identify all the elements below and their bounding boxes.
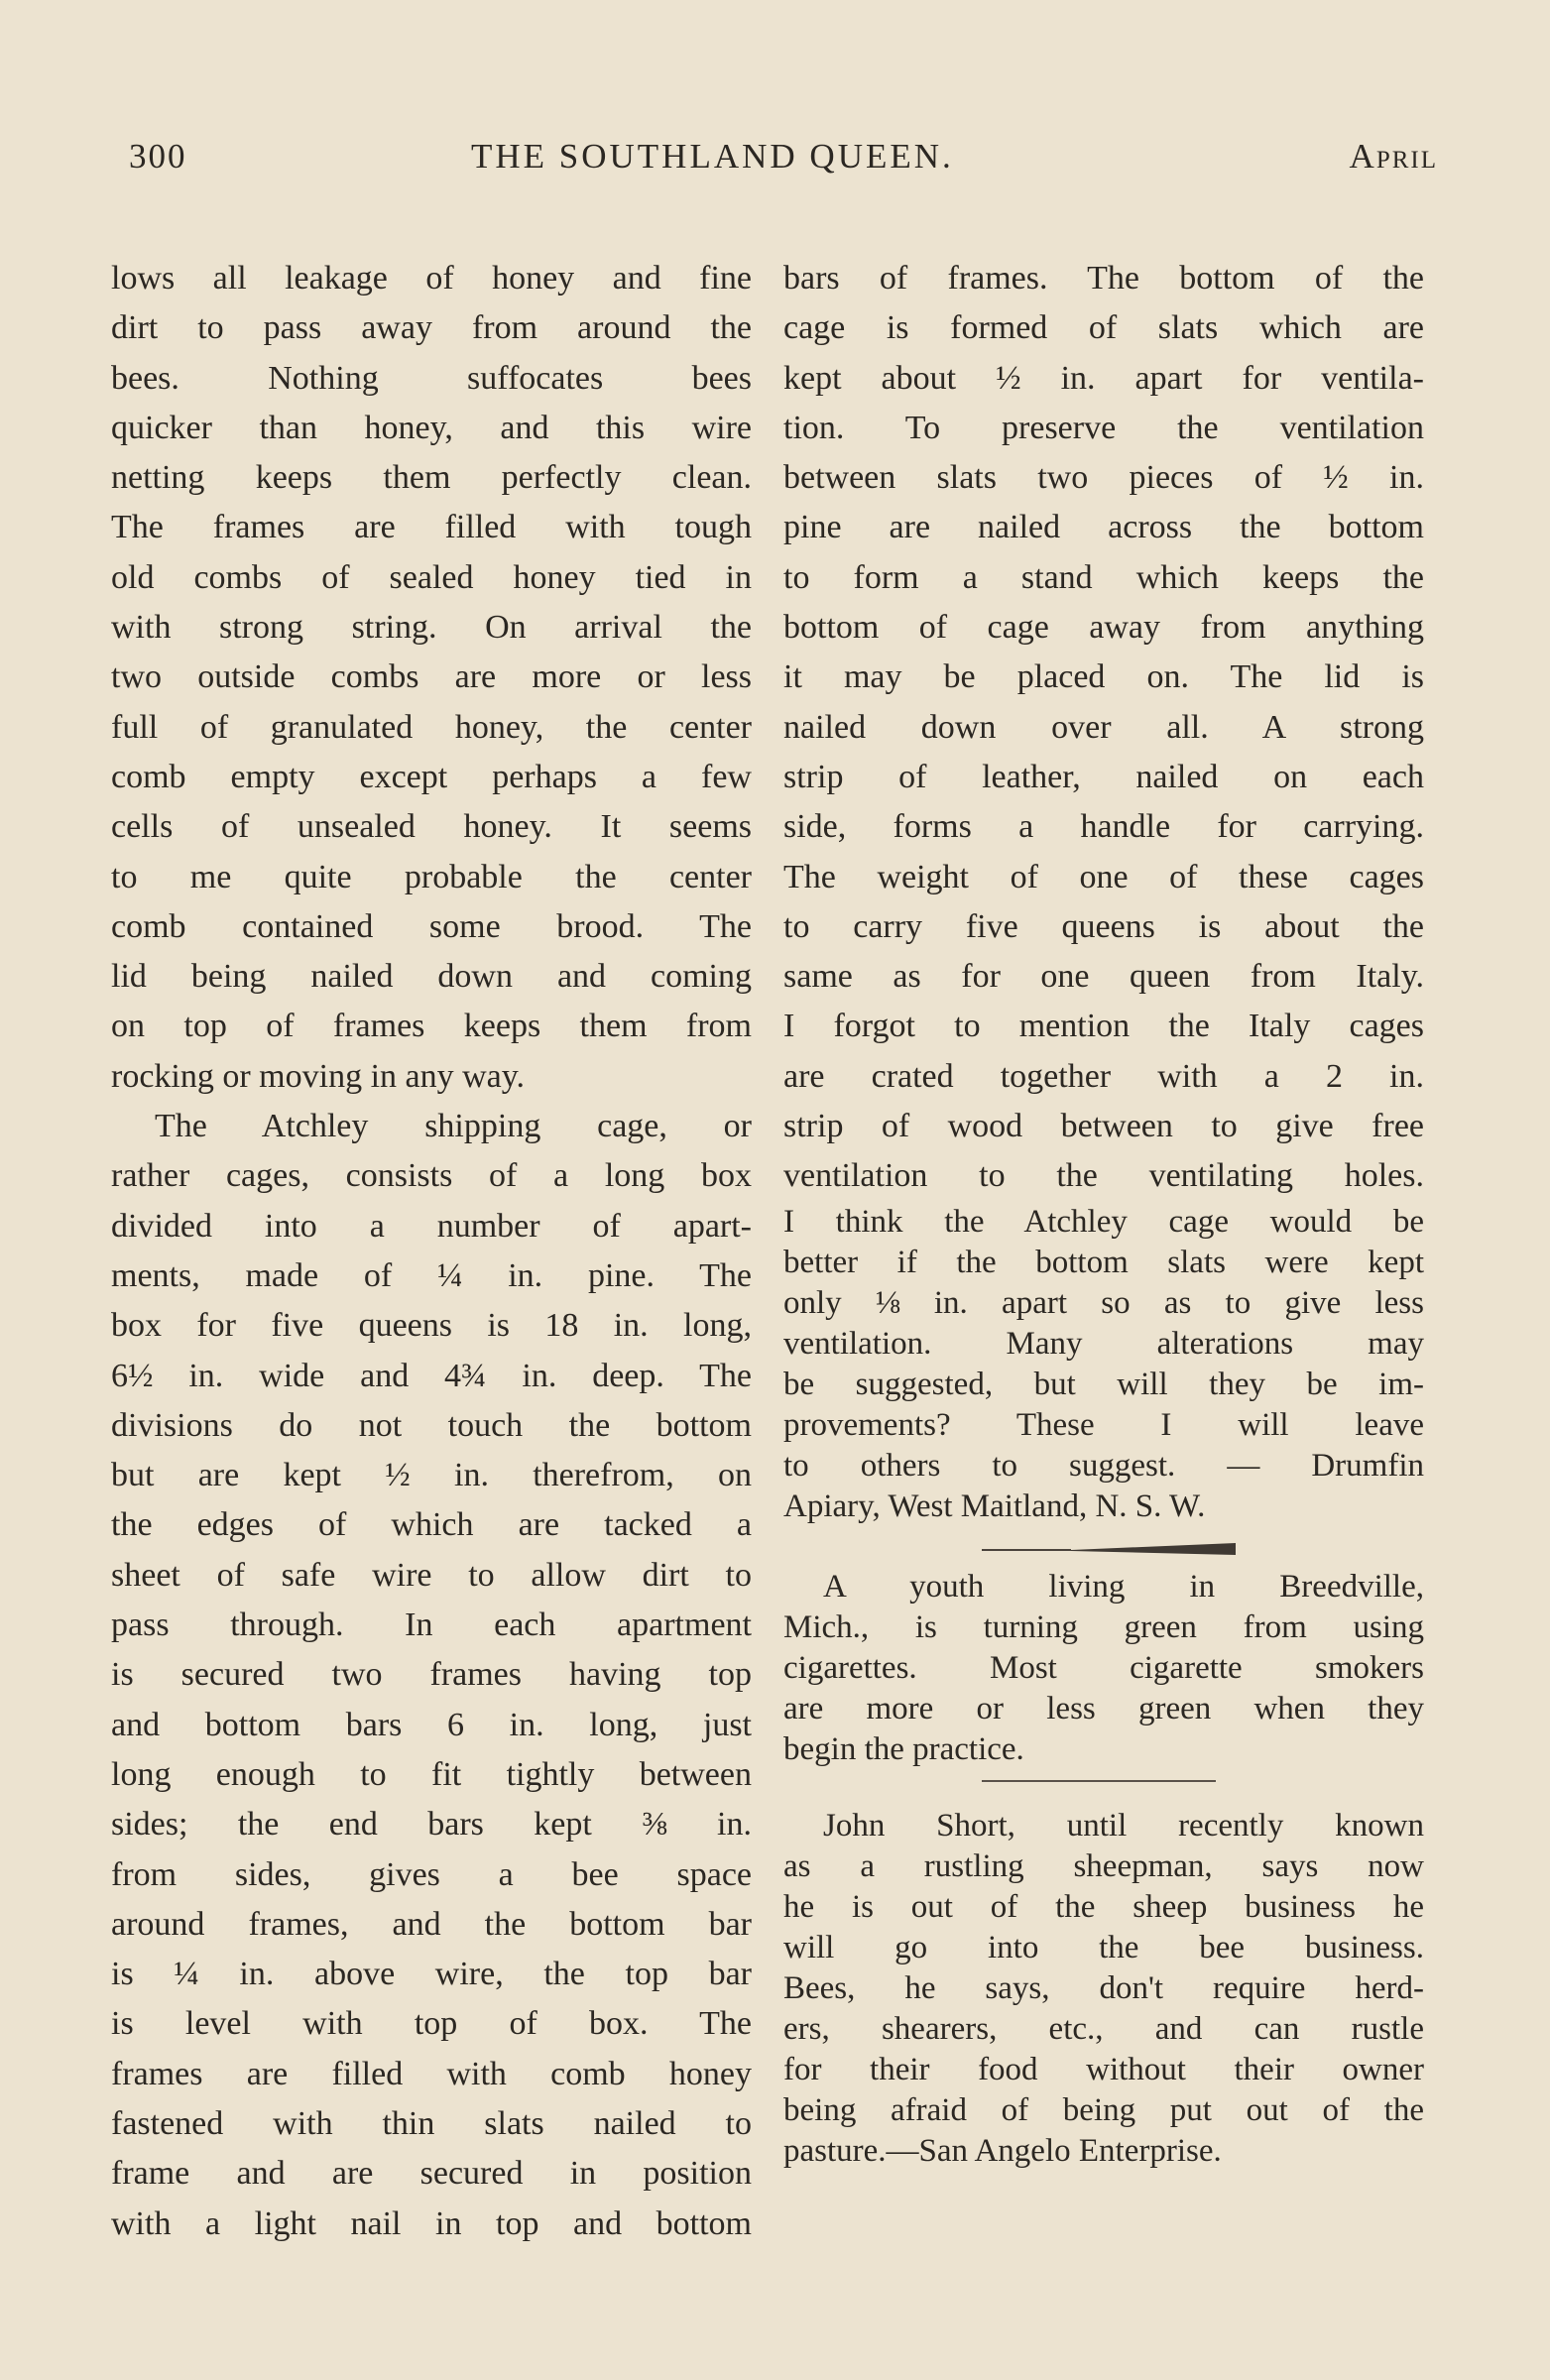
text-line: as a rustling sheepman, says now bbox=[783, 1847, 1424, 1884]
text-line: old combs of sealed honey tied in bbox=[111, 558, 752, 596]
section-ornament bbox=[783, 1527, 1424, 1567]
text-line: begin the practice. bbox=[783, 1730, 1024, 1767]
text-line: provements? These I will leave bbox=[783, 1406, 1424, 1443]
text-line: I think the Atchley cage would be bbox=[783, 1203, 1424, 1240]
text-line: and bottom bars 6 in. long, just bbox=[111, 1706, 752, 1743]
text-line: to carry five queens is about the bbox=[783, 907, 1424, 945]
text-line: for their food without their owner bbox=[783, 2051, 1424, 2087]
text-line: full of granulated honey, the center bbox=[111, 708, 752, 746]
text-line: The frames are filled with tough bbox=[111, 509, 752, 546]
text-line: side, forms a handle for carrying. bbox=[783, 808, 1424, 846]
text-line: cigarettes. Most cigarette smokers bbox=[783, 1649, 1424, 1686]
divider-line bbox=[982, 1780, 1216, 1782]
wedge-ornament bbox=[982, 1541, 1236, 1555]
text-line: quicker than honey, and this wire bbox=[111, 409, 752, 446]
page-number: 300 bbox=[129, 137, 187, 176]
text-line: kept about ½ in. apart for ventila- bbox=[783, 359, 1424, 397]
text-line: ventilation to the ventilating holes. bbox=[783, 1157, 1424, 1195]
text-line: from sides, gives a bee space bbox=[111, 1855, 752, 1893]
text-line: lid being nailed down and coming bbox=[111, 958, 752, 996]
text-line: pass through. In each apartment bbox=[111, 1606, 752, 1644]
text-line: Bees, he says, don't require herd- bbox=[783, 1969, 1424, 2006]
text-line: with strong string. On arrival the bbox=[111, 609, 752, 647]
text-line: are more or less green when they bbox=[783, 1690, 1424, 1726]
text-line: with a light nail in top and bottom bbox=[111, 2204, 752, 2242]
text-line: the edges of which are tacked a bbox=[111, 1506, 752, 1544]
text-line: strip of leather, nailed on each bbox=[783, 758, 1424, 795]
text-line: cells of unsealed honey. It seems bbox=[111, 808, 752, 846]
text-line: bees. Nothing suffocates bees bbox=[111, 359, 752, 397]
text-line: The weight of one of these cages bbox=[783, 858, 1424, 895]
text-line: pine are nailed across the bottom bbox=[783, 509, 1424, 546]
text-line: is ¼ in. above wire, the top bar bbox=[111, 1956, 752, 1993]
left-column bbox=[111, 254, 752, 2249]
text-line: cage is formed of slats which are bbox=[783, 309, 1424, 347]
text-line: two outside combs are more or less bbox=[111, 658, 752, 696]
text-line: strip of wood between to give free bbox=[783, 1108, 1424, 1145]
text-line: box for five queens is 18 in. long, bbox=[111, 1307, 752, 1345]
text-line: long enough to fit tightly between bbox=[111, 1755, 752, 1793]
text-line: to me quite probable the center bbox=[111, 858, 752, 895]
text-line: sheet of safe wire to allow dirt to bbox=[111, 1556, 752, 1594]
text-line: to others to suggest. — Drumfin bbox=[783, 1447, 1424, 1484]
text-line: frame and are secured in position bbox=[111, 2155, 752, 2193]
text-line: is secured two frames having top bbox=[111, 1656, 752, 1694]
text-line: he is out of the sheep business he bbox=[783, 1888, 1424, 1925]
issue-month: April bbox=[1349, 137, 1438, 176]
text-line: divisions do not touch the bottom bbox=[111, 1406, 752, 1444]
text-line: ventilation. Many alterations may bbox=[783, 1325, 1424, 1362]
text-line: is level with top of box. The bbox=[111, 2005, 752, 2043]
text-line: being afraid of being put out of the bbox=[783, 2091, 1424, 2128]
text-line: comb empty except perhaps a few bbox=[111, 758, 752, 795]
text-line: rather cages, consists of a long box bbox=[111, 1157, 752, 1195]
text-line: 6½ in. wide and 4¾ in. deep. The bbox=[111, 1357, 752, 1394]
text-line: ers, shearers, etc., and can rustle bbox=[783, 2010, 1424, 2047]
text-line: I forgot to mention the Italy cages bbox=[783, 1008, 1424, 1045]
text-line: sides; the end bars kept ⅜ in. bbox=[111, 1806, 752, 1844]
text-line: rocking or moving in any way. bbox=[111, 1057, 526, 1095]
text-line: better if the bottom slats were kept bbox=[783, 1244, 1424, 1280]
section-divider bbox=[783, 1770, 1424, 1806]
text-line: nailed down over all. A strong bbox=[783, 708, 1424, 746]
text-line: bottom of cage away from anything bbox=[783, 609, 1424, 647]
text-line: bars of frames. The bottom of the bbox=[783, 260, 1424, 297]
text-line: to form a stand which keeps the bbox=[783, 558, 1424, 596]
text-line: Mich., is turning green from using bbox=[783, 1608, 1424, 1645]
running-header bbox=[129, 137, 1438, 186]
text-line: same as for one queen from Italy. bbox=[783, 958, 1424, 996]
text-line: netting keeps them perfectly clean. bbox=[111, 459, 752, 497]
text-line: be suggested, but will they be im- bbox=[783, 1366, 1424, 1402]
right-column bbox=[783, 254, 1424, 2172]
paragraph-start-line: The Atchley shipping cage, or bbox=[155, 1108, 752, 1145]
text-line: on top of frames keeps them from bbox=[111, 1008, 752, 1045]
text-line: pasture.—San Angelo Enterprise. bbox=[783, 2132, 1222, 2169]
text-line: between slats two pieces of ½ in. bbox=[783, 459, 1424, 497]
text-line: it may be placed on. The lid is bbox=[783, 658, 1424, 696]
text-line: Apiary, West Maitland, N. S. W. bbox=[783, 1488, 1206, 1524]
text-line: divided into a number of apart- bbox=[111, 1207, 752, 1245]
text-line: only ⅛ in. apart so as to give less bbox=[783, 1284, 1424, 1321]
running-title: THE SOUTHLAND QUEEN. bbox=[471, 137, 954, 176]
text-line: ments, made of ¼ in. pine. The bbox=[111, 1256, 752, 1294]
text-line: will go into the bee business. bbox=[783, 1929, 1424, 1965]
text-line: tion. To preserve the ventilation bbox=[783, 409, 1424, 446]
text-line: around frames, and the bottom bar bbox=[111, 1905, 752, 1943]
text-line: comb contained some brood. The bbox=[111, 907, 752, 945]
text-line: are crated together with a 2 in. bbox=[783, 1057, 1424, 1095]
text-line: dirt to pass away from around the bbox=[111, 309, 752, 347]
paragraph-start-line: John Short, until recently known bbox=[823, 1807, 1424, 1844]
text-line: lows all leakage of honey and fine bbox=[111, 260, 752, 297]
text-line: but are kept ½ in. therefrom, on bbox=[111, 1457, 752, 1494]
text-line: frames are filled with comb honey bbox=[111, 2055, 752, 2092]
text-line: fastened with thin slats nailed to bbox=[111, 2104, 752, 2142]
paragraph-start-line: A youth living in Breedville, bbox=[823, 1568, 1424, 1605]
